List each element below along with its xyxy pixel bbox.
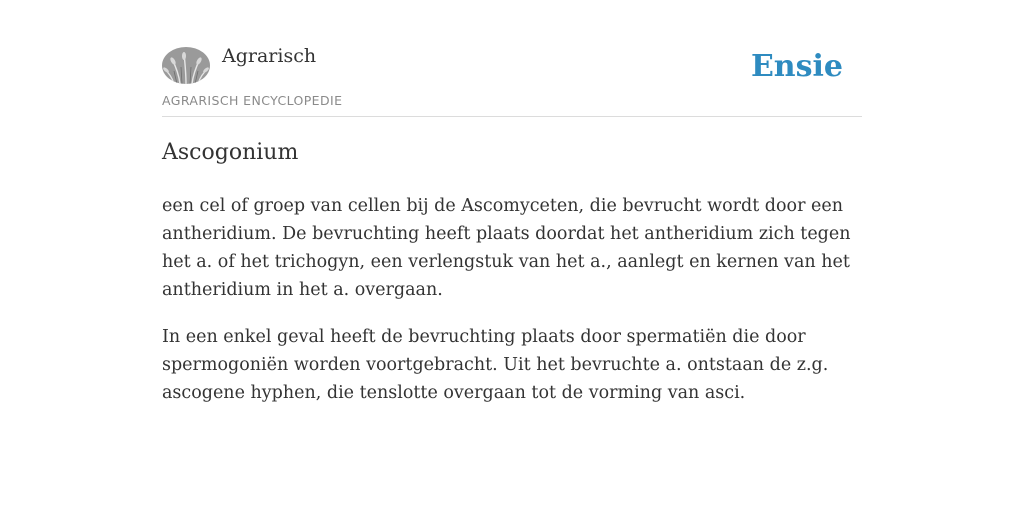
wheat-icon[interactable]: [162, 47, 210, 84]
article-body: [162, 192, 862, 426]
header: [162, 0, 862, 117]
brand-logo[interactable]: Ensie: [750, 49, 843, 84]
article-title: Ascogonium: [162, 140, 299, 165]
article-paragraph: In een enkel geval heeft de bevruchting plaats door spermatiën die door spermogoniën worden voortgebracht. Uit het bevruchte a. ontstaan de z.g. ascogene hyphen, die tenslotte overgaan tot de vorming van asci.: [162, 327, 829, 403]
source-name[interactable]: Agrarisch: [222, 45, 317, 67]
page: [162, 0, 862, 403]
article-paragraph: een cel of groep van cellen bij de Ascomyceten, die bevrucht wordt door een antheridium. De bevruchting heeft plaats doordat het antheridium zich tegen het a. of het trichogyn, een verlengstuk van het a., aanlegt en kernen van het antheridium in het a. overgaan.: [162, 196, 851, 300]
source-subtitle: AGRARISCH ENCYCLOPEDIE: [162, 93, 343, 108]
